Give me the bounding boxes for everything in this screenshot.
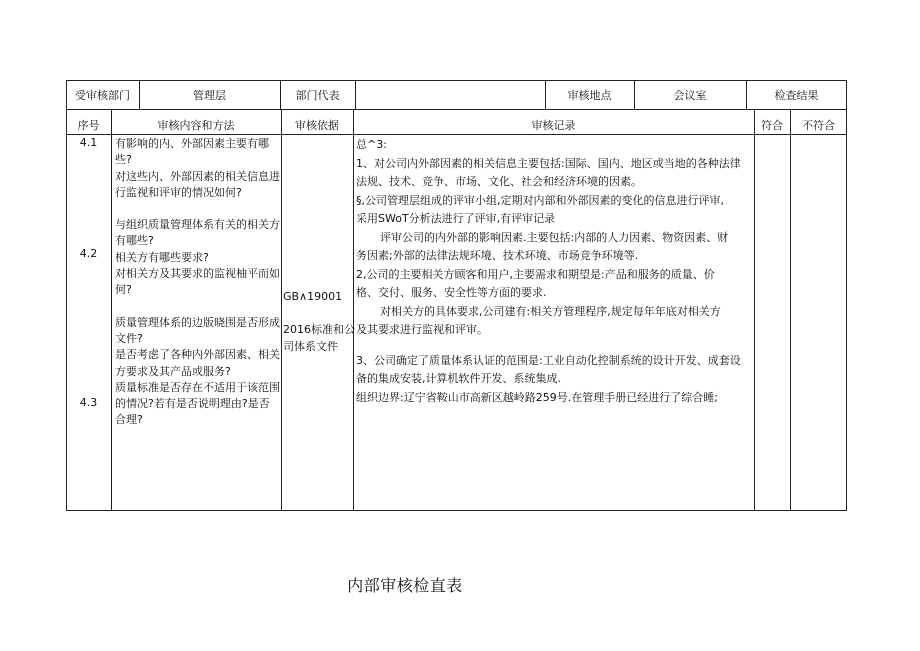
page-title: 内部审核检直表 (347, 576, 463, 595)
col-header-nonconform: 不符合 (802, 119, 835, 132)
record-line: 及其要求进行监视和评审。 (356, 323, 488, 336)
content-line: 些? (115, 153, 132, 167)
dept-value: 管理层 (193, 89, 226, 102)
item-number: 4.2 (79, 247, 98, 260)
record-line: 格、交付、服务、安全性等方面的要求. (356, 286, 547, 299)
record-line: 3、公司确定了质量体系认证的范围是:工业自动化控制系统的设计开发、成套设 (356, 353, 741, 367)
record-line: 总^3: (356, 138, 387, 151)
content-line: 行监视和评审的情况如何? (115, 185, 242, 199)
content-line: 质量标准是否存在不适用于该范围 (115, 380, 280, 394)
content-line: 有影响的内、外部因素主要有哪 (115, 137, 269, 150)
record-line: §,公司管理层组成的评审小组,定期对内部和外部因素的变化的信息进行评审, (356, 193, 724, 207)
content-line: 有哪些? (115, 234, 154, 248)
dept-label: 受审核部门 (75, 89, 130, 102)
content-line: 是否考虑了各种内外部因素、相关 (115, 348, 280, 362)
record-line: 法规、技术、竞争、市场、文化、社会和经济环境的因素。 (356, 175, 642, 188)
content-line: 方要求及其产品或服务? (115, 364, 231, 378)
content-line: 相关方有哪些要求? (115, 250, 209, 264)
record-line: 对相关方的具体要求,公司建有:相关方管理程序,规定每年年底对相关方 (380, 304, 721, 318)
audit-basis-cell (283, 288, 353, 355)
content-line: 与组织质量管理体系有关的相关方 (115, 218, 280, 232)
table-rule (355, 80, 356, 109)
record-line: 2,公司的主要相关方顾客和用户,主要需求和期望是:产品和服务的质量、价 (356, 267, 715, 281)
basis-line: 2016标准和公 (283, 323, 355, 336)
table-rule (281, 109, 282, 511)
content-line: 文件? (115, 331, 143, 345)
record-line: 务因素;外部的法律法规环境、技术环境、市场竞争环境等. (356, 249, 639, 262)
col-header-conform: 符合 (761, 119, 783, 132)
audit-record-cell (356, 136, 752, 407)
content-line: 合理? (115, 413, 143, 427)
content-line: 对相关方及其要求的监视柚平而如 (115, 267, 280, 281)
table-rule (66, 109, 847, 110)
content-line: 何? (115, 283, 132, 297)
item-number: 4.3 (79, 396, 98, 409)
col-header-basis: 审核依据 (295, 119, 339, 132)
table-rule (754, 109, 755, 511)
record-line: 备的集成安装,计算机软件开发、系统集成. (356, 372, 561, 385)
col-header-record: 审核记录 (531, 119, 576, 132)
location-label: 审核地点 (567, 89, 612, 102)
col-header-content: 审核内容和方法 (157, 119, 235, 132)
rep-label: 部门代表 (295, 89, 340, 102)
location-value: 会议室 (673, 89, 707, 102)
content-line: 的情况?若有是否说明理由?是否 (115, 397, 270, 411)
record-line: 1、对公司内外部因素的相关信息主要包括:国际、国内、地区或当地的各种法律 (356, 156, 741, 170)
content-line: 对这些内、外部因素的相关信息进 (115, 169, 280, 183)
basis-line: 司体系文件 (283, 340, 338, 353)
result-label: 检查结果 (774, 89, 819, 102)
audit-content-cell (115, 136, 281, 429)
table-rule (353, 109, 354, 511)
table-rule (790, 109, 791, 511)
content-line: 质量管理体系的边版晓围是否形成 (115, 315, 280, 329)
col-header-no: 序号 (77, 119, 100, 132)
basis-line: GB∧19001 (283, 290, 343, 303)
table-rule (111, 109, 112, 511)
record-line: 采用SWoT分析法进行了评审,有评审记录 (356, 212, 556, 225)
item-number: 4.1 (79, 136, 98, 149)
table-rule (66, 134, 847, 135)
record-line: 评审公司的内外部的影响因素.主要包括:内部的人力因素、物资因素、财 (380, 230, 729, 244)
record-line: 组织边界:辽宁省鞍山市高新区越岭路259号.在管理手册已经进行了综合睡; (356, 390, 718, 404)
